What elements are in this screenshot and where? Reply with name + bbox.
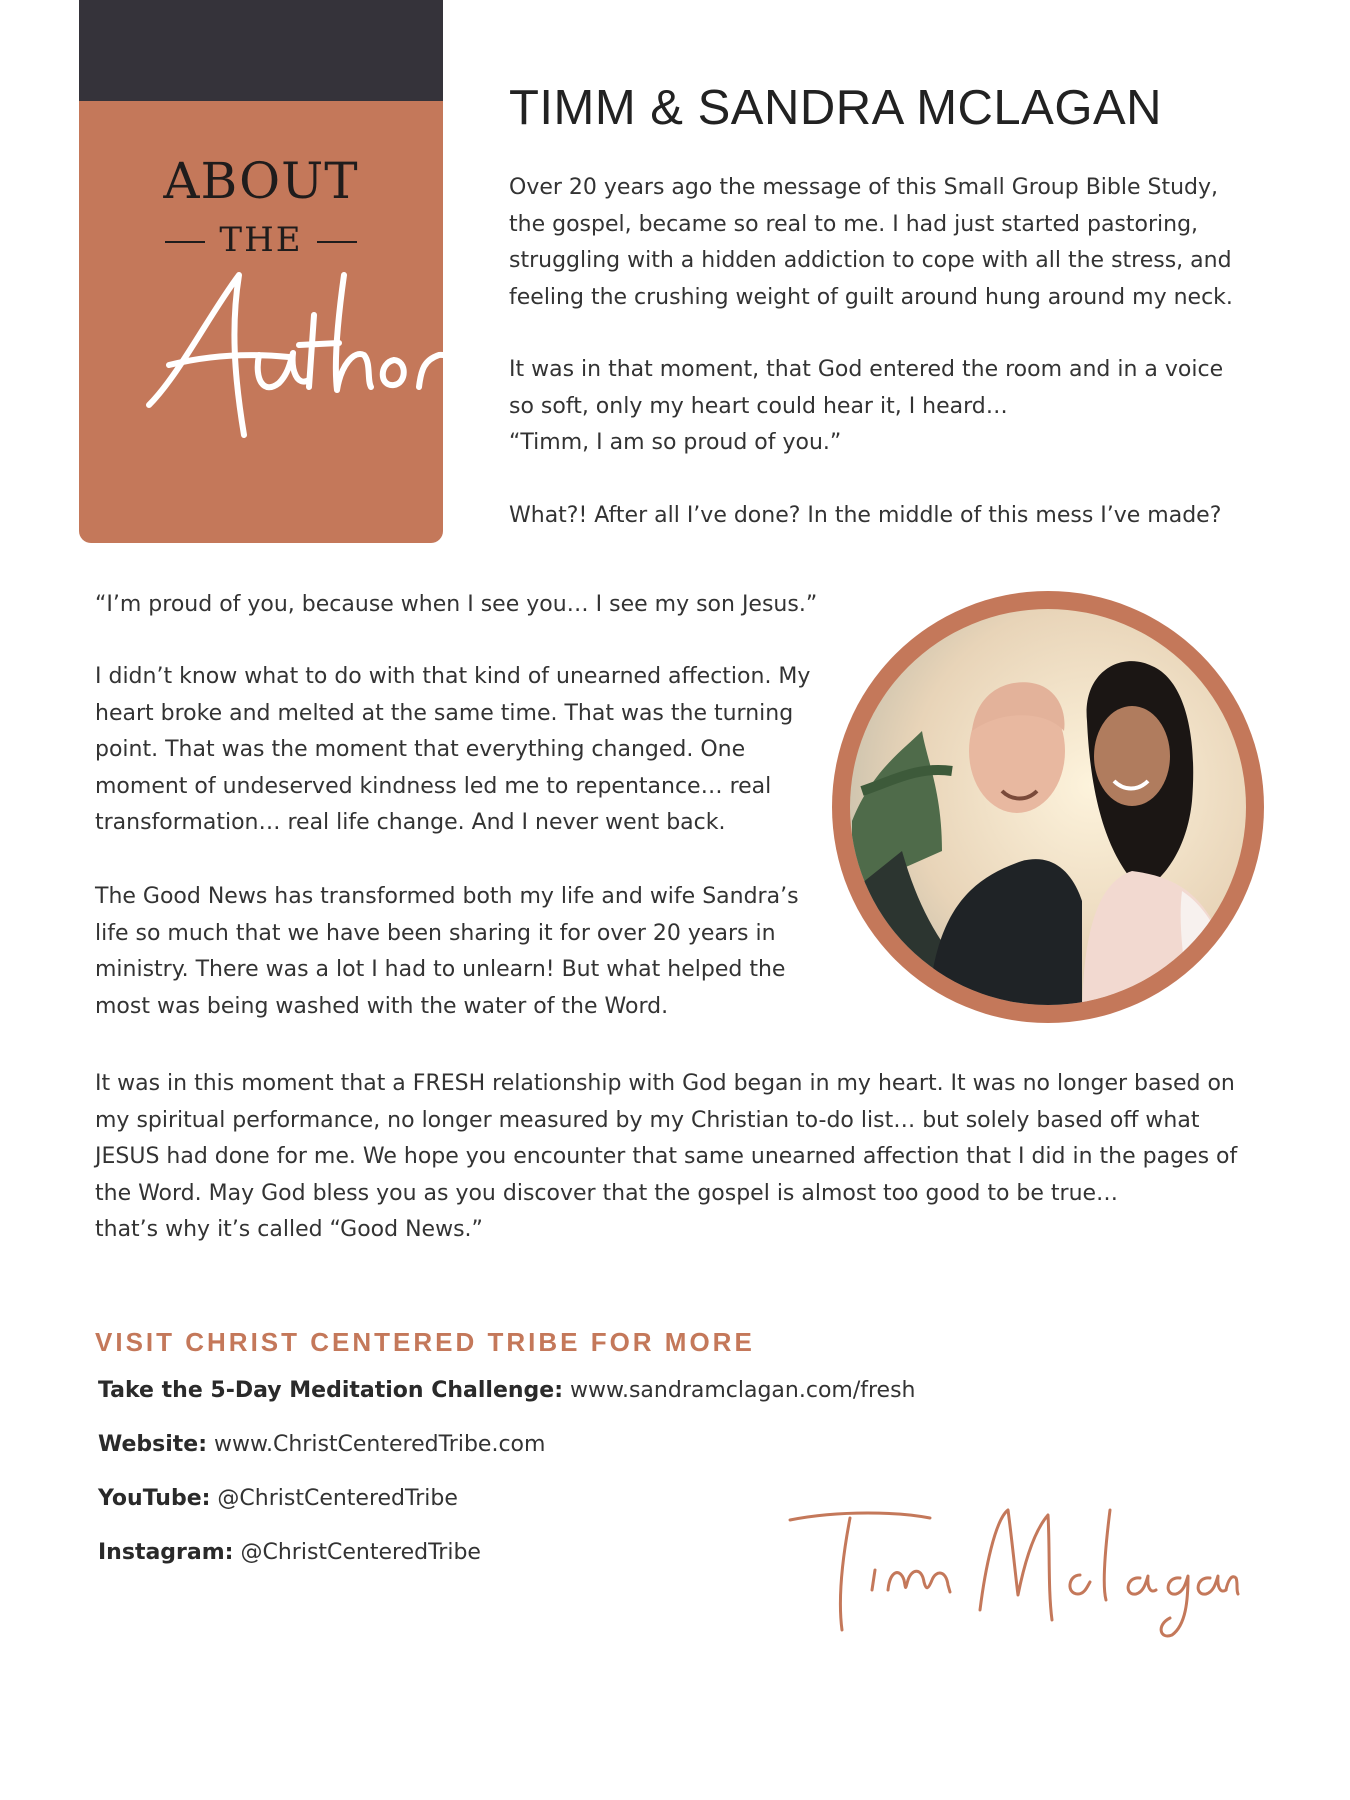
the-label: THE bbox=[219, 220, 303, 260]
paragraph-1: Over 20 years ago the message of this Small Group Bible Study, the gospel, became so real to me. I had just started pastoring, struggling with a hidden addiction to cope with all the stress, and feeling the crushing weight of guilt around hung around my neck. bbox=[509, 175, 1233, 310]
divider-line-left bbox=[165, 241, 205, 243]
couple-photo-illustration bbox=[832, 591, 1264, 1023]
meditation-link[interactable]: www.sandramclagan.com/fresh bbox=[570, 1378, 916, 1403]
about-label: ABOUT bbox=[163, 152, 359, 210]
about-the-author-panel bbox=[79, 0, 443, 543]
paragraph-7: It was in this moment that a FRESH relationship with God began in my heart. It was no longer based on my spiritual performance, no longer measured by my Christian to-do list… but solely based off what JESUS had done for me. We hope you encounter that same unearned affection that I did in the pages of the Word. May God bless you as you discover that the gospel is almost too good to be true… that’s why it’s called “Good News.” bbox=[95, 1071, 1238, 1242]
author-photo bbox=[832, 591, 1264, 1023]
link-row-meditation bbox=[98, 1378, 916, 1403]
handwritten-signature bbox=[780, 1490, 1240, 1650]
link-row-website bbox=[98, 1432, 545, 1457]
author-script-lettering bbox=[139, 255, 443, 455]
link-label: Instagram: bbox=[98, 1540, 234, 1565]
link-row-instagram bbox=[98, 1540, 481, 1565]
paragraph-2: It was in that moment, that God entered the room and in a voice so soft, only my heart could hear it, I heard… “Timm, I am so proud of you.” bbox=[509, 357, 1224, 455]
divider-line-right bbox=[317, 241, 357, 243]
paragraph-4: “I’m proud of you, because when I see you… I see my son Jesus.” bbox=[95, 592, 818, 617]
website-link[interactable]: www.ChristCenteredTribe.com bbox=[214, 1432, 546, 1457]
links-heading: VISIT CHRIST CENTERED TRIBE FOR MORE bbox=[95, 1327, 755, 1357]
instagram-link[interactable]: @ChristCenteredTribe bbox=[240, 1540, 481, 1565]
youtube-link[interactable]: @ChristCenteredTribe bbox=[217, 1486, 458, 1511]
page-title: TIMM & SANDRA MCLAGAN bbox=[509, 81, 1163, 135]
link-label: YouTube: bbox=[98, 1486, 211, 1511]
paragraph-6: The Good News has transformed both my life and wife Sandra’s life so much that we have been sharing it for over 20 years in ministry. There was a lot I had to unlearn! But what helped the most was being washed with the water of the Word. bbox=[95, 884, 799, 1019]
link-label: Take the 5-Day Meditation Challenge: bbox=[98, 1378, 564, 1403]
link-label: Website: bbox=[98, 1432, 208, 1457]
paragraph-5: I didn’t know what to do with that kind of unearned affection. My heart broke and melted at the same time. That was the turning point. That was the moment that everything changed. One moment of undeserved kindness led me to repentance… real transformation… real life change. And I never went back. bbox=[95, 664, 811, 835]
panel-dark-band bbox=[79, 0, 443, 101]
paragraph-3: What?! After all I’ve done? In the middle of this mess I’ve made? bbox=[509, 503, 1222, 528]
the-label-row bbox=[79, 220, 443, 260]
link-row-youtube bbox=[98, 1486, 458, 1511]
